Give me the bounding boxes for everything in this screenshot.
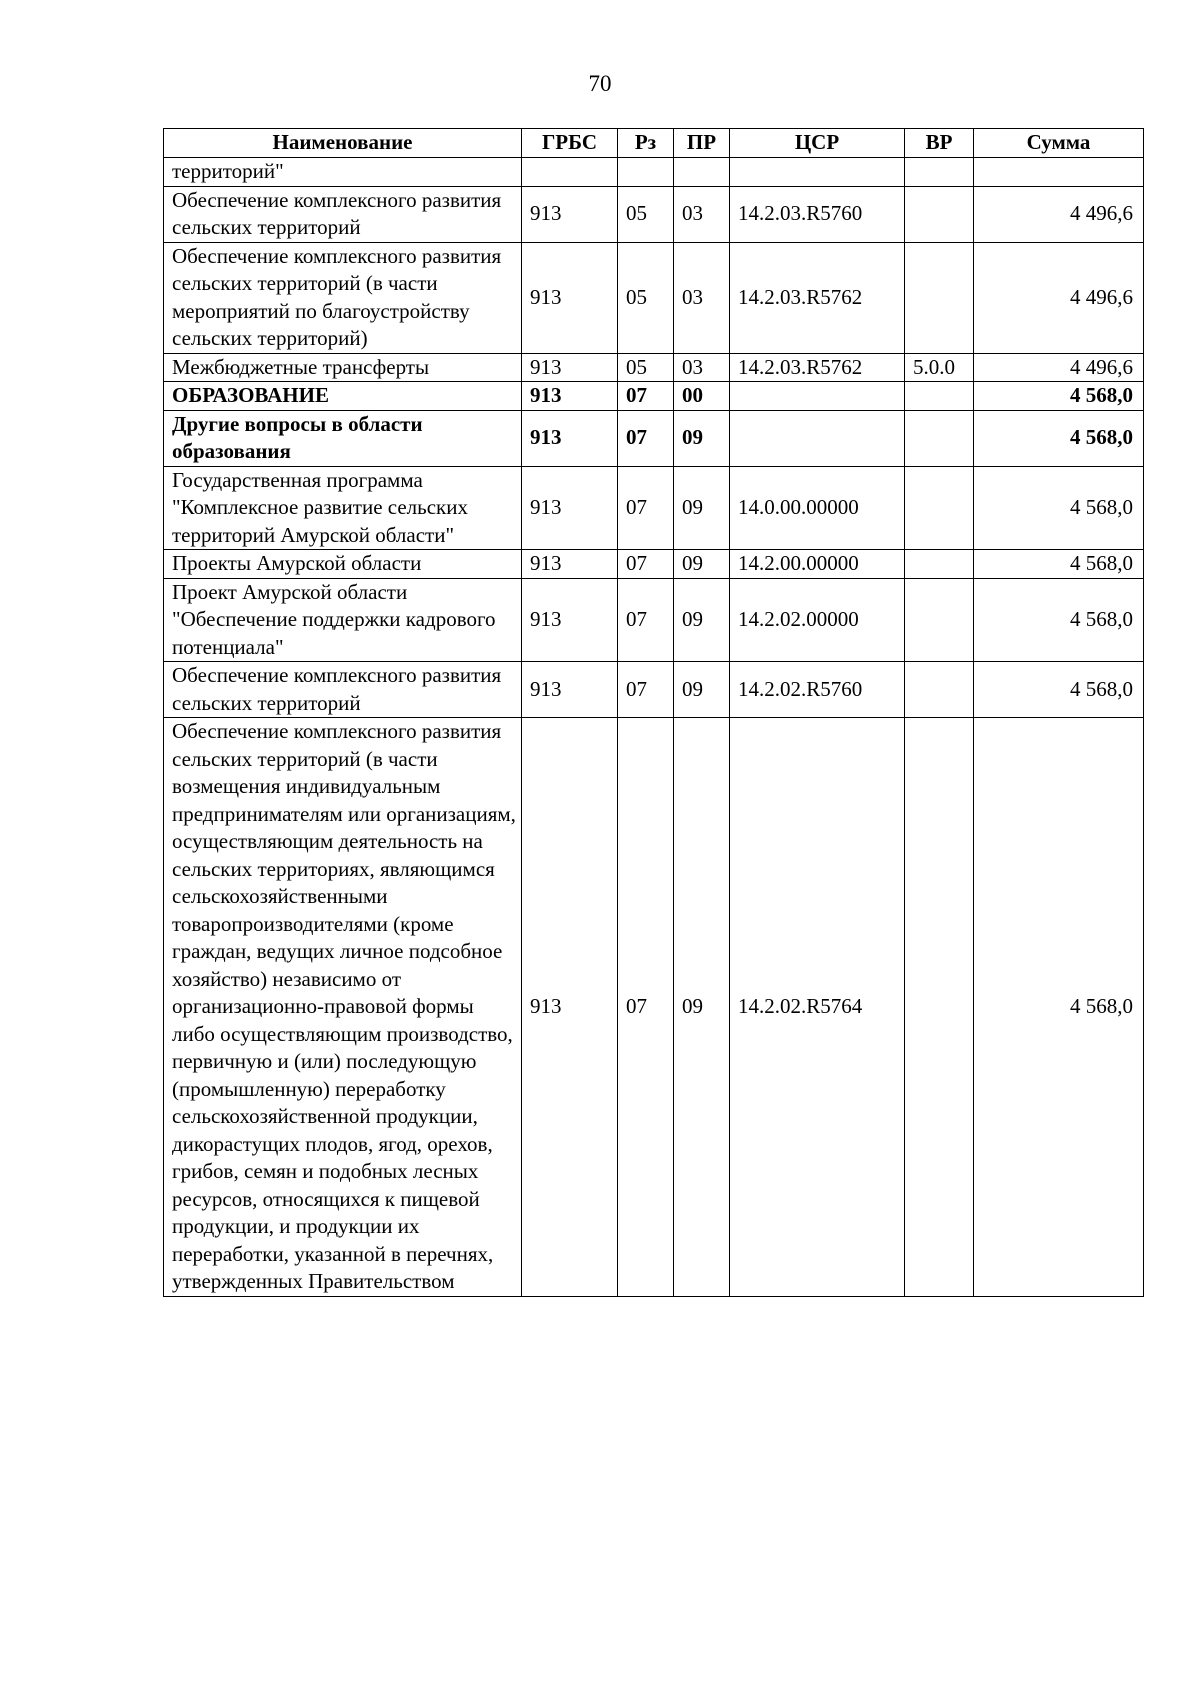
column-header-pr: ПР (674, 129, 730, 158)
cell-pr: 09 (674, 410, 730, 466)
cell-sum: 4 496,6 (974, 186, 1144, 242)
cell-name: Обеспечение комплексного развития сельских территорий (в части возмещения индивидуальным предпринимателям или организациям, осуществляющим деятельность на сельских территориях, являющимся сельскохозяйственными товаропроизводителями (кроме граждан, ведущих личное подсобное хозяйство) независимо от организационно-правовой формы либо осуществляющим производство, первичную и (или) последующую (промышленную) переработку сельскохозяйственной продукции, дикорастущих плодов, ягод, орехов, грибов, семян и подобных лесных ресурсов, относящихся к пищевой продукции, и продукции их переработки, указанной в перечнях, утвержденных Правительством (164, 718, 522, 1297)
cell-csr: 14.2.03.R5762 (730, 242, 905, 353)
cell-pr: 09 (674, 578, 730, 662)
column-header-rz: Рз (618, 129, 674, 158)
table-row (164, 578, 1144, 662)
cell-grbs: 913 (522, 718, 618, 1297)
cell-vr (905, 158, 974, 187)
cell-sum: 4 496,6 (974, 353, 1144, 382)
cell-rz (618, 158, 674, 187)
table-row (164, 718, 1144, 1297)
cell-rz: 05 (618, 242, 674, 353)
table-header-row (164, 129, 1144, 158)
cell-rz: 07 (618, 410, 674, 466)
cell-name: Проект Амурской области "Обеспечение поддержки кадрового потенциала" (164, 578, 522, 662)
cell-pr: 09 (674, 662, 730, 718)
cell-name: Государственная программа "Комплексное развитие сельских территорий Амурской области" (164, 466, 522, 550)
cell-vr (905, 578, 974, 662)
cell-vr (905, 662, 974, 718)
cell-csr: 14.2.03.R5760 (730, 186, 905, 242)
cell-csr (730, 410, 905, 466)
cell-pr: 03 (674, 353, 730, 382)
cell-vr (905, 382, 974, 411)
cell-vr: 5.0.0 (905, 353, 974, 382)
page-number: 70 (588, 71, 612, 96)
column-header-vr: ВР (905, 129, 974, 158)
cell-csr: 14.2.02.R5764 (730, 718, 905, 1297)
cell-pr: 09 (674, 718, 730, 1297)
cell-name: Обеспечение комплексного развития сельских территорий (164, 186, 522, 242)
cell-grbs: 913 (522, 550, 618, 579)
cell-rz: 07 (618, 382, 674, 411)
cell-vr (905, 186, 974, 242)
table-row (164, 186, 1144, 242)
table-row (164, 550, 1144, 579)
cell-name: территорий" (164, 158, 522, 187)
cell-sum: 4 568,0 (974, 718, 1144, 1297)
cell-name: ОБРАЗОВАНИЕ (164, 382, 522, 411)
column-header-sum: Сумма (974, 129, 1144, 158)
cell-grbs: 913 (522, 382, 618, 411)
table-row (164, 410, 1144, 466)
cell-rz: 05 (618, 186, 674, 242)
table-row (164, 158, 1144, 187)
cell-rz: 07 (618, 578, 674, 662)
table-row (164, 466, 1144, 550)
cell-name: Межбюджетные трансферты (164, 353, 522, 382)
cell-name: Другие вопросы в области образования (164, 410, 522, 466)
column-header-grbs: ГРБС (522, 129, 618, 158)
cell-name: Обеспечение комплексного развития сельских территорий (164, 662, 522, 718)
cell-vr (905, 242, 974, 353)
cell-vr (905, 466, 974, 550)
cell-rz: 07 (618, 718, 674, 1297)
cell-grbs: 913 (522, 353, 618, 382)
cell-grbs (522, 158, 618, 187)
column-header-csr: ЦСР (730, 129, 905, 158)
table-row (164, 353, 1144, 382)
cell-pr: 00 (674, 382, 730, 411)
cell-rz: 05 (618, 353, 674, 382)
cell-sum: 4 496,6 (974, 242, 1144, 353)
cell-csr: 14.2.03.R5762 (730, 353, 905, 382)
cell-pr: 03 (674, 242, 730, 353)
cell-vr (905, 550, 974, 579)
cell-grbs: 913 (522, 578, 618, 662)
cell-csr: 14.2.00.00000 (730, 550, 905, 579)
cell-sum: 4 568,0 (974, 466, 1144, 550)
cell-csr (730, 382, 905, 411)
cell-csr: 14.0.00.00000 (730, 466, 905, 550)
cell-name: Обеспечение комплексного развития сельских территорий (в части мероприятий по благоустройству сельских территорий) (164, 242, 522, 353)
cell-vr (905, 410, 974, 466)
cell-rz: 07 (618, 550, 674, 579)
cell-sum (974, 158, 1144, 187)
table-row (164, 382, 1144, 411)
column-header-name: Наименование (164, 129, 522, 158)
cell-grbs: 913 (522, 186, 618, 242)
cell-pr: 09 (674, 466, 730, 550)
budget-table (163, 128, 1144, 1297)
cell-grbs: 913 (522, 466, 618, 550)
cell-sum: 4 568,0 (974, 662, 1144, 718)
cell-rz: 07 (618, 662, 674, 718)
cell-sum: 4 568,0 (974, 578, 1144, 662)
cell-pr: 03 (674, 186, 730, 242)
cell-csr (730, 158, 905, 187)
cell-pr (674, 158, 730, 187)
table-row (164, 242, 1144, 353)
cell-grbs: 913 (522, 410, 618, 466)
cell-sum: 4 568,0 (974, 410, 1144, 466)
cell-rz: 07 (618, 466, 674, 550)
cell-pr: 09 (674, 550, 730, 579)
cell-sum: 4 568,0 (974, 550, 1144, 579)
cell-csr: 14.2.02.00000 (730, 578, 905, 662)
cell-sum: 4 568,0 (974, 382, 1144, 411)
cell-grbs: 913 (522, 242, 618, 353)
cell-grbs: 913 (522, 662, 618, 718)
table-row (164, 662, 1144, 718)
cell-name: Проекты Амурской области (164, 550, 522, 579)
cell-vr (905, 718, 974, 1297)
cell-csr: 14.2.02.R5760 (730, 662, 905, 718)
